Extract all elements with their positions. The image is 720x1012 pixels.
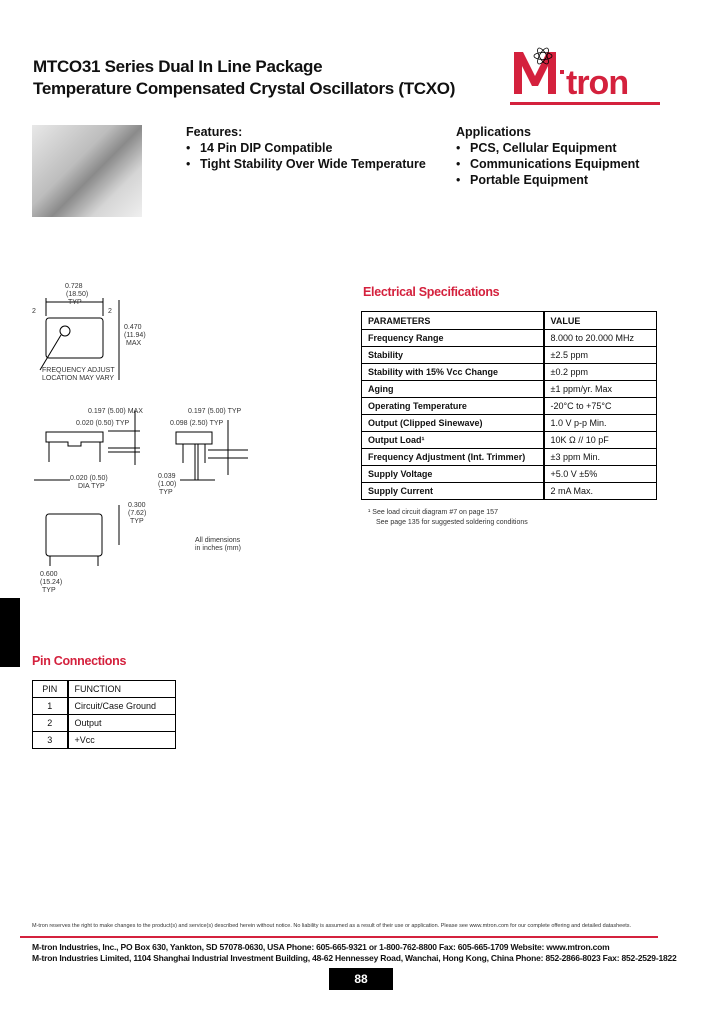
table-cell: Stability xyxy=(362,347,544,364)
dimension-label: TYP xyxy=(68,299,82,306)
svg-text:tron: tron xyxy=(566,64,629,102)
table-cell: 1.0 V p-p Min. xyxy=(544,415,657,432)
table-cell: 2 xyxy=(33,715,68,732)
address-usa: M-tron Industries, Inc., PO Box 630, Yankton, SD 57078-0630, USA Phone: 605-665-9321 or 1-800-762-8800 Fax: 605-665-1709 Website: www.mtron.com xyxy=(32,942,610,952)
dimension-label: FREQUENCY ADJUST xyxy=(42,367,115,374)
dimension-label: TYP xyxy=(159,489,173,496)
table-cell: Output xyxy=(68,715,176,732)
table-cell: -20°C to +75°C xyxy=(544,398,657,415)
applications-section xyxy=(456,124,639,188)
note-2: See page 135 for suggested soldering conditions xyxy=(376,519,528,526)
dimension-label: MAX xyxy=(126,340,142,347)
dimension-label: 0.300 xyxy=(128,502,146,509)
table-cell: Aging xyxy=(362,381,544,398)
dimension-label: 0.039 xyxy=(158,473,176,480)
table-row xyxy=(362,364,657,381)
table-cell: Output (Clipped Sinewave) xyxy=(362,415,544,432)
table-row xyxy=(362,449,657,466)
features-heading: Features: xyxy=(186,125,243,139)
spec-notes xyxy=(368,508,528,528)
section-tab-marker xyxy=(0,598,20,667)
table-cell: Output Load¹ xyxy=(362,432,544,449)
table-cell: 2 mA Max. xyxy=(544,483,657,500)
dimension-label: 0.197 (5.00) MAX xyxy=(88,408,143,415)
dimension-label: 0.020 (0.50) TYP xyxy=(76,420,130,427)
dimension-label: 0.728 xyxy=(65,283,83,290)
table-cell: Frequency Range xyxy=(362,330,544,347)
table-cell: VALUE xyxy=(544,312,657,330)
table-row xyxy=(362,330,657,347)
page-title xyxy=(33,56,455,100)
table-cell: PIN xyxy=(33,681,68,698)
dimension-label: 2 xyxy=(108,308,112,315)
table-cell: ±2.5 ppm xyxy=(544,347,657,364)
dimension-label: 0.020 (0.50) xyxy=(70,475,108,482)
table-cell: FUNCTION xyxy=(68,681,176,698)
table-cell: ±1 ppm/yr. Max xyxy=(544,381,657,398)
table-row xyxy=(362,466,657,483)
table-header xyxy=(33,681,176,698)
table-row xyxy=(362,483,657,500)
dimension-label: 0.470 xyxy=(124,324,142,331)
table-cell: ±0.2 ppm xyxy=(544,364,657,381)
application-item: • Portable Equipment xyxy=(456,172,639,188)
table-row xyxy=(362,432,657,449)
table-row xyxy=(362,398,657,415)
feature-item: • Tight Stability Over Wide Temperature xyxy=(186,156,426,172)
pin-connections-heading: Pin Connections xyxy=(32,654,127,668)
dimension-label: DIA TYP xyxy=(78,483,105,490)
package-dimension-diagram xyxy=(20,280,320,594)
table-cell: Circuit/Case Ground xyxy=(68,698,176,715)
table-row xyxy=(362,381,657,398)
table-cell: Frequency Adjustment (Int. Trimmer) xyxy=(362,449,544,466)
mtron-logo xyxy=(510,42,660,108)
product-photo xyxy=(32,125,142,217)
address-hong-kong: M-tron Industries Limited, 1104 Shanghai Industrial Investment Building, 48-62 Hennessey Road, Wanchai, Hong Kong, China Phone: 852-2866-8023 Fax: 852-2529-1822 xyxy=(32,953,677,963)
dimension-label: (1.00) xyxy=(158,481,177,488)
dimension-label: (15.24) xyxy=(40,579,63,586)
note-1: ¹ See load circuit diagram #7 on page 157 xyxy=(368,509,498,516)
title-line-1: MTCO31 Series Dual In Line Package xyxy=(33,57,323,76)
electrical-specs-heading: Electrical Specifications xyxy=(363,285,500,299)
dimension-label: 0.098 (2.50) TYP xyxy=(170,420,224,427)
table-row xyxy=(33,715,176,732)
table-cell: 1 xyxy=(33,698,68,715)
dimension-label: TYP xyxy=(130,518,144,525)
table-row xyxy=(33,698,176,715)
title-line-2: Temperature Compensated Crystal Oscillators (TCXO) xyxy=(33,79,456,98)
dimension-label: 0.600 xyxy=(40,571,58,578)
applications-heading: Applications xyxy=(456,125,532,139)
table-header xyxy=(362,312,657,330)
table-cell: PARAMETERS xyxy=(362,312,544,330)
features-section xyxy=(186,124,426,172)
dimension-label: 2 xyxy=(32,308,36,315)
footer-divider xyxy=(20,936,658,938)
dimension-label: LOCATION MAY VARY xyxy=(42,375,115,382)
dimension-label: All dimensions xyxy=(195,537,241,544)
table-cell: 3 xyxy=(33,732,68,749)
dimension-label: (18.50) xyxy=(66,291,89,298)
application-item: • Communications Equipment xyxy=(456,156,639,172)
table-cell: Stability with 15% Vcc Change xyxy=(362,364,544,381)
table-row xyxy=(362,347,657,364)
feature-item: • 14 Pin DIP Compatible xyxy=(186,140,426,156)
table-cell: +5.0 V ±5% xyxy=(544,466,657,483)
disclaimer: M-tron reserves the right to make changes to the product(s) and service(s) described herein without notice. No liability is assumed as a result of their use or application. Please see www.mtron.com for our complete offering and detailed datasheets. xyxy=(32,923,632,929)
table-cell: Operating Temperature xyxy=(362,398,544,415)
dimension-label: (7.62) xyxy=(128,510,147,517)
page-number: 88 xyxy=(329,968,393,990)
dimension-label: (11.94) xyxy=(124,332,146,339)
table-cell: Supply Voltage xyxy=(362,466,544,483)
table-cell: Supply Current xyxy=(362,483,544,500)
electrical-specs-table xyxy=(361,311,657,500)
pin-connections-table xyxy=(32,680,176,749)
table-row xyxy=(33,732,176,749)
dimension-label: in inches (mm) xyxy=(195,545,241,552)
application-item: • PCS, Cellular Equipment xyxy=(456,140,639,156)
dimension-label: TYP xyxy=(42,587,56,594)
table-cell: ±3 ppm Min. xyxy=(544,449,657,466)
table-row xyxy=(362,415,657,432)
table-cell: +Vcc xyxy=(68,732,176,749)
table-cell: 8.000 to 20.000 MHz xyxy=(544,330,657,347)
table-cell: 10K Ω // 10 pF xyxy=(544,432,657,449)
dimension-label: 0.197 (5.00) TYP xyxy=(188,408,242,415)
